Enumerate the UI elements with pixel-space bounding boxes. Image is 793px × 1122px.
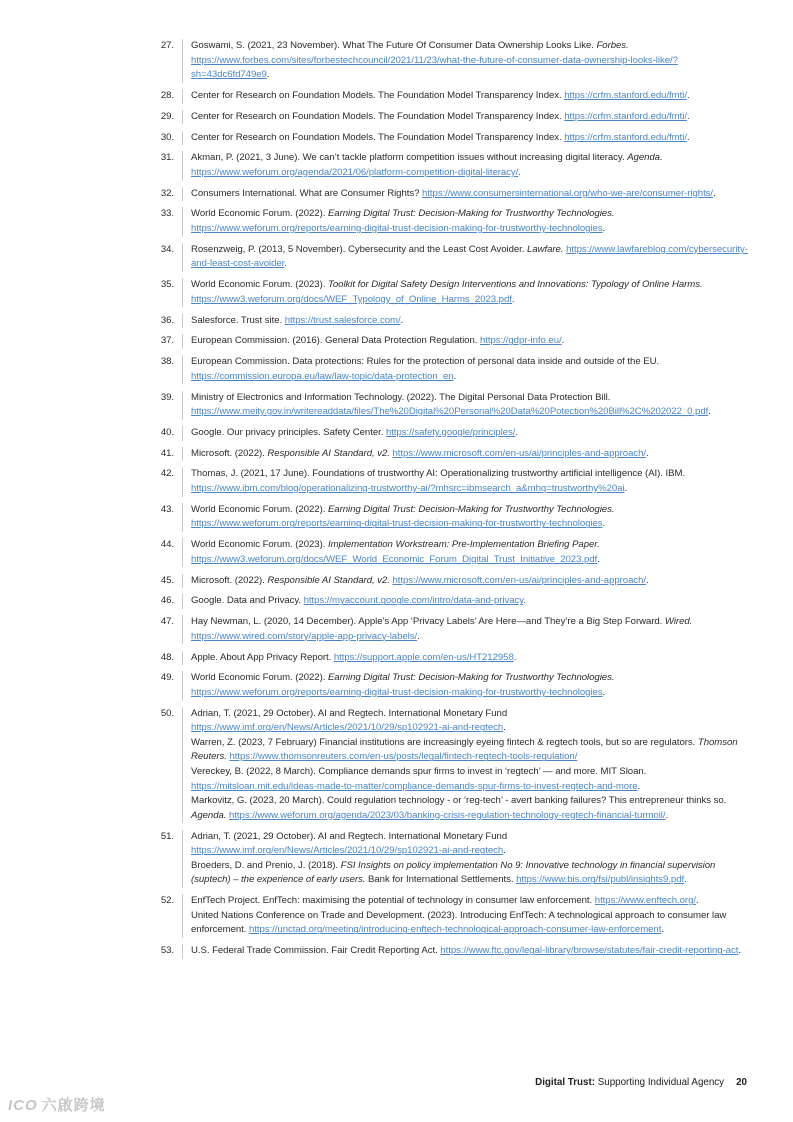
reference-citation: [191, 467, 750, 496]
reference-link[interactable]: https://www.thomsonreuters.com/en-us/posts/legal/fintech-regtech-tools-regulation/: [229, 751, 578, 763]
reference-item: [150, 651, 750, 666]
reference-text: Hay Newman, L. (2020, 14 December). Apple’s App ‘Privacy Labels’ Are Here—and They’re a Big Step Forward.: [191, 616, 665, 628]
reference-link[interactable]: https://trust.salesforce.com/: [284, 314, 401, 326]
reference-citation: [191, 278, 750, 307]
reference-link[interactable]: https://mitsloan.mit.edu/ideas-made-to-matter/compliance-demands-spur-firms-to-invest-regtech-and-more: [191, 780, 638, 792]
reference-italic-text: Earning Digital Trust: Decision-Making for Trustworthy Technologies.: [327, 208, 615, 220]
reference-body: [182, 110, 750, 125]
reference-text: .: [686, 110, 690, 122]
reference-item: [150, 830, 750, 888]
reference-text: .: [597, 553, 600, 565]
reference-item: [150, 574, 750, 589]
reference-text: .: [513, 651, 517, 663]
reference-text: World Economic Forum. (2023).: [191, 279, 328, 291]
reference-number: 30.: [160, 131, 174, 143]
reference-text: Goswami, S. (2021, 23 November). What The Future Of Consumer Data Ownership Looks Like.: [191, 40, 597, 51]
reference-item: [150, 615, 750, 644]
reference-body: [182, 944, 750, 959]
reference-text: Center for Research on Foundation Models. The Foundation Model Transparency Index.: [191, 89, 565, 101]
reference-number: 28.: [160, 89, 174, 101]
reference-italic-text: Implementation Workstream: Pre-Implementation Briefing Paper.: [327, 539, 600, 551]
reference-number: 47.: [160, 616, 174, 628]
reference-link[interactable]: https://myaccount.google.com/intro/data-and-privacy: [303, 595, 524, 607]
reference-text: Center for Research on Foundation Models. The Foundation Model Transparency Index.: [191, 110, 565, 122]
reference-link[interactable]: https://www.meity.gov.in/writereaddata/files/The%20Digital%20Personal%20Data%20Potection%20Bill%2C%202022_0.pdf: [191, 406, 709, 418]
reference-text: .: [624, 483, 628, 495]
reference-citation: [191, 110, 750, 125]
reference-text: .: [646, 447, 649, 459]
reference-number: 52.: [160, 895, 174, 907]
watermark-logo: ICO: [8, 1097, 38, 1114]
reference-text: Vereckey, B. (2022, 8 March). Compliance demands spur firms to invest in ‘regtech’ — and more. MIT Sloan.: [191, 766, 647, 778]
reference-text: .: [708, 406, 711, 418]
reference-text: .: [453, 370, 457, 382]
reference-citation: [191, 314, 750, 329]
reference-text: .: [503, 722, 506, 734]
reference-item: [150, 671, 750, 700]
reference-text: Adrian, T. (2021, 29 October). AI and Regtech. International Monetary Fund: [191, 707, 508, 719]
reference-item: [150, 594, 750, 609]
reference-text: Consumers International. What are Consumer Rights?: [191, 187, 423, 199]
reference-body: [182, 426, 750, 441]
reference-item: [150, 151, 750, 180]
reference-citation: [191, 909, 750, 938]
reference-item: [150, 314, 750, 329]
reference-text: .: [417, 630, 420, 642]
reference-body: [182, 594, 750, 609]
reference-number: 38.: [160, 356, 174, 368]
reference-number: 43.: [160, 503, 174, 515]
reference-text: EnfTech Project. EnfTech: maximising the potential of technology in consumer law enforcement.: [191, 895, 595, 907]
reference-italic-text: Thomson Reuters.: [191, 736, 738, 763]
reference-citation: [191, 859, 750, 888]
reference-citation: [191, 39, 750, 83]
reference-italic-text: Responsible AI Standard, v2.: [267, 447, 390, 459]
reference-number: 44.: [160, 539, 174, 551]
reference-item: [150, 467, 750, 496]
reference-link[interactable]: https://crfm.stanford.edu/fmti/: [564, 110, 687, 122]
page-number: 20: [736, 1077, 747, 1088]
reference-text: World Economic Forum. (2022).: [191, 503, 328, 515]
reference-body: [182, 207, 750, 236]
reference-number: 39.: [160, 391, 174, 403]
reference-item: [150, 707, 750, 824]
reference-body: [182, 391, 750, 420]
reference-text: .: [738, 945, 741, 957]
reference-text: Microsoft. (2022).: [191, 574, 268, 586]
reference-number: 35.: [160, 279, 174, 291]
reference-body: [182, 707, 750, 824]
reference-text: .: [515, 426, 518, 438]
reference-number: 27.: [160, 40, 174, 51]
reference-body: [182, 187, 750, 202]
reference-italic-text: Toolkit for Digital Safety Design Interventions and Innovations: Typology of Online Harms.: [327, 279, 703, 291]
reference-text: .: [686, 89, 690, 101]
reference-link[interactable]: https://commission.europa.eu/law/law-topic/data-protection_en: [191, 370, 454, 382]
reference-text: .: [665, 809, 669, 821]
reference-item: [150, 894, 750, 938]
reference-body: [182, 574, 750, 589]
reference-item: [150, 503, 750, 532]
reference-number: 53.: [160, 945, 174, 957]
reference-number: 36.: [160, 314, 174, 326]
reference-body: [182, 278, 750, 307]
reference-item: [150, 278, 750, 307]
reference-number: 50.: [160, 707, 174, 719]
reference-text: .: [503, 845, 506, 857]
reference-body: [182, 89, 750, 104]
reference-link[interactable]: https://www.enftech.org/: [594, 895, 696, 907]
reference-citation: [191, 187, 750, 202]
reference-citation: [191, 736, 750, 765]
reference-item: [150, 538, 750, 567]
reference-item: [150, 243, 750, 272]
reference-text: Broeders, D. and Prenio, J. (2018).: [191, 859, 341, 871]
reference-body: [182, 151, 750, 180]
reference-text: .: [686, 131, 690, 143]
reference-number: 48.: [160, 651, 174, 663]
reference-citation: [191, 765, 750, 794]
reference-citation: [191, 131, 750, 146]
reference-text: .: [266, 69, 270, 81]
reference-text: World Economic Forum. (2022).: [191, 208, 328, 220]
reference-number: 33.: [160, 208, 174, 220]
reference-item: [150, 131, 750, 146]
reference-body: [182, 39, 750, 83]
reference-number: 34.: [160, 243, 174, 255]
footer-title-rest: Supporting Individual Agency: [595, 1077, 725, 1088]
reference-item: [150, 334, 750, 349]
reference-italic-text: Agenda.: [191, 809, 227, 821]
reference-italic-text: Lawfare.: [527, 243, 564, 255]
reference-link[interactable]: https://www.lawfareblog.com/cybersecurity-and-least-cost-avoider: [191, 243, 748, 270]
reference-text: United Nations Conference on Trade and Development. (2023). Introducing EnfTech: A technological approach to consumer law enforcement.: [191, 909, 727, 936]
reference-item: [150, 426, 750, 441]
reference-number: 32.: [160, 187, 174, 199]
reference-link[interactable]: https://gdpr-info.eu/: [479, 335, 562, 347]
reference-item: [150, 391, 750, 420]
reference-link[interactable]: https://www.microsoft.com/en-us/ai/principles-and-approach/: [392, 574, 647, 586]
reference-text: .: [518, 166, 521, 178]
reference-citation: [191, 207, 750, 236]
reference-text: Apple. About App Privacy Report.: [191, 651, 334, 663]
reference-italic-text: Forbes.: [596, 40, 629, 51]
reference-italic-text: Agenda.: [627, 152, 663, 164]
reference-text: World Economic Forum. (2023).: [191, 539, 328, 551]
reference-body: [182, 503, 750, 532]
reference-link[interactable]: https://www.wired.com/story/apple-app-privacy-labels/: [191, 630, 418, 642]
reference-citation: [191, 503, 750, 532]
reference-citation: [191, 671, 750, 700]
reference-body: [182, 651, 750, 666]
footer-title-bold: Digital Trust:: [535, 1077, 595, 1088]
reference-citation: [191, 944, 750, 959]
reference-citation: [191, 651, 750, 666]
reference-citation: [191, 615, 750, 644]
reference-link[interactable]: https://www.consumersinternational.org/who-we-are/consumer-rights/: [422, 187, 714, 199]
reference-body: [182, 894, 750, 938]
reference-text: Center for Research on Foundation Models. The Foundation Model Transparency Index.: [191, 131, 565, 143]
reference-text: .: [284, 258, 287, 270]
reference-body: [182, 830, 750, 888]
reference-italic-text: Responsible AI Standard, v2.: [267, 574, 390, 586]
reference-link[interactable]: https://www.imf.org/en/News/Articles/2021/10/29/sp102921-ai-and-regtech: [191, 722, 504, 734]
page-footer: [535, 1077, 747, 1088]
reference-link[interactable]: https://www.bis.org/fsi/publ/insights9.pdf: [516, 874, 685, 886]
reference-number: 29.: [160, 110, 174, 122]
reference-link[interactable]: https://www.weforum.org/agenda/2023/03/banking-crisis-regulation-technology-regtech-financial-turmoil/: [229, 809, 666, 821]
reference-item: [150, 944, 750, 959]
reference-italic-text: Earning Digital Trust: Decision-Making for Trustworthy Technologies.: [327, 672, 615, 684]
reference-item: [150, 447, 750, 462]
reference-citation: [191, 574, 750, 589]
reference-item: [150, 355, 750, 384]
reference-text: Microsoft. (2022).: [191, 447, 268, 459]
reference-link[interactable]: https://www3.weforum.org/docs/WEF_Typology_of_Online_Harms_2023.pdf: [191, 293, 512, 305]
reference-text: European Commission. Data protections: Rules for the protection of personal data inside and outside of the EU.: [191, 356, 660, 368]
reference-number: 42.: [160, 468, 174, 480]
reference-italic-text: Wired.: [664, 616, 693, 628]
reference-number: 51.: [160, 830, 174, 842]
reference-text: Akman, P. (2021, 3 June). We can’t tackle platform competition issues without increasing digital literacy.: [191, 152, 628, 164]
reference-link[interactable]: https://www.weforum.org/reports/earning-digital-trust-decision-making-for-trustworthy-technologies: [191, 518, 603, 530]
reference-text: .: [637, 780, 641, 792]
reference-number: 49.: [160, 672, 174, 684]
reference-citation: [191, 894, 750, 909]
reference-citation: [191, 538, 750, 567]
reference-link[interactable]: https://www.imf.org/en/News/Articles/2021/10/29/sp102921-ai-and-regtech: [191, 845, 504, 857]
reference-link[interactable]: https://www.ibm.com/blog/operationalizing-trustworthy-ai/?mhsrc=ibmsearch_a&mhq=trustworthy%20ai: [191, 483, 625, 495]
reference-body: [182, 355, 750, 384]
reference-text: Warren, Z. (2023, 7 February) Financial institutions are increasingly eyeing fintech & regtech tools, but so are regulators.: [191, 736, 698, 748]
reference-link[interactable]: https://www.microsoft.com/en-us/ai/principles-and-approach/: [392, 447, 647, 459]
reference-body: [182, 671, 750, 700]
reference-text: .: [561, 335, 565, 347]
reference-citation: [191, 830, 750, 859]
reference-citation: [191, 391, 750, 420]
reference-citation: [191, 594, 750, 609]
reference-link[interactable]: https://www.weforum.org/reports/earning-digital-trust-decision-making-for-trustworthy-technologies: [191, 686, 603, 698]
reference-citation: [191, 794, 750, 823]
reference-body: [182, 243, 750, 272]
reference-citation: [191, 89, 750, 104]
reference-citation: [191, 151, 750, 180]
reference-link[interactable]: https://www.ftc.gov/legal-library/browse/statutes/fair-credit-reporting-act: [440, 945, 739, 957]
reference-citation: [191, 355, 750, 384]
reference-text: .: [713, 187, 716, 199]
reference-text: .: [602, 686, 606, 698]
reference-item: [150, 89, 750, 104]
reference-text: .: [695, 895, 699, 907]
reference-body: [182, 615, 750, 644]
reference-link[interactable]: https://crfm.stanford.edu/fmti/: [564, 89, 687, 101]
reference-body: [182, 334, 750, 349]
reference-text: Adrian, T. (2021, 29 October). AI and Regtech. International Monetary Fund: [191, 830, 508, 842]
reference-text: .: [684, 874, 687, 886]
reference-text: .: [523, 595, 526, 607]
reference-item: [150, 110, 750, 125]
reference-text: World Economic Forum. (2022).: [191, 672, 328, 684]
reference-body: [182, 467, 750, 496]
reference-text: Salesforce. Trust site.: [191, 314, 285, 326]
reference-item: [150, 187, 750, 202]
reference-link[interactable]: https://www3.weforum.org/docs/WEF_World_Economic_Forum_Digital_Trust_Initiative_2023.pdf: [191, 553, 598, 565]
reference-number: 37.: [160, 335, 174, 347]
reference-text: Ministry of Electronics and Information Technology. (2022). The Digital Personal Data Protection Bill.: [191, 391, 611, 403]
reference-text: .: [511, 293, 515, 305]
reference-link[interactable]: https://www.weforum.org/agenda/2021/06/platform-competition-digital-literacy/: [191, 166, 519, 178]
reference-text: U.S. Federal Trade Commission. Fair Credit Reporting Act.: [191, 945, 441, 957]
reference-link[interactable]: https://crfm.stanford.edu/fmti/: [564, 131, 687, 143]
reference-text: European Commission. (2016). General Data Protection Regulation.: [191, 335, 480, 347]
reference-text: .: [400, 314, 404, 326]
reference-text: Google. Data and Privacy.: [191, 595, 304, 607]
reference-link[interactable]: https://www.weforum.org/reports/earning-digital-trust-decision-making-for-trustworthy-technologies: [191, 223, 603, 235]
references-list: [150, 39, 750, 965]
reference-number: 31.: [160, 152, 174, 164]
reference-citation: [191, 243, 750, 272]
watermark-text: 六啟跨境: [41, 1097, 106, 1114]
reference-item: [150, 39, 750, 83]
reference-citation: [191, 707, 750, 736]
reference-italic-text: Earning Digital Trust: Decision-Making for Trustworthy Technologies.: [327, 503, 615, 515]
reference-citation: [191, 334, 750, 349]
reference-number: 45.: [160, 574, 174, 586]
reference-number: 40.: [160, 426, 174, 438]
reference-text: Google. Our privacy principles. Safety Center.: [191, 426, 386, 438]
reference-text: Thomas, J. (2021, 17 June). Foundations of trustworthy AI: Operationalizing trustworthy artificial intelligence (AI). IBM.: [191, 468, 686, 480]
reference-number: 41.: [160, 447, 174, 459]
reference-text: Bank for International Settlements.: [365, 874, 517, 886]
reference-link[interactable]: https://www.forbes.com/sites/forbestechcouncil/2021/11/23/what-the-future-of-consumer-data-ownership-looks-like/?sh=43dc6fd749e9: [191, 54, 678, 81]
reference-text: .: [602, 518, 606, 530]
reference-italic-text: FSI Insights on policy implementation No 9: Innovative technology in financial supervision (suptech) – the experience of early users.: [191, 859, 716, 886]
reference-text: .: [646, 574, 649, 586]
reference-body: [182, 538, 750, 567]
reference-citation: [191, 447, 750, 462]
reference-citation: [191, 426, 750, 441]
watermark: [8, 1094, 106, 1115]
reference-body: [182, 131, 750, 146]
reference-body: [182, 447, 750, 462]
reference-item: [150, 207, 750, 236]
reference-link[interactable]: https://safety.google/principles/: [385, 426, 516, 438]
reference-body: [182, 314, 750, 329]
reference-link[interactable]: https://support.apple.com/en-us/HT212958: [333, 651, 514, 663]
reference-text: .: [602, 223, 606, 235]
reference-text: Markovitz, G. (2023, 20 March). Could regulation technology - or ‘reg-tech’ - avert banking failures? This entrepreneur thinks so.: [191, 795, 727, 807]
reference-link[interactable]: https://unctad.org/meeting/introducing-enftech-technological-approach-consumer-law-enforcement: [249, 924, 662, 936]
reference-text: Rosenzweig, P. (2013, 5 November). Cybersecurity and the Least Cost Avoider.: [191, 243, 528, 255]
reference-text: .: [661, 924, 664, 936]
reference-number: 46.: [160, 595, 174, 607]
